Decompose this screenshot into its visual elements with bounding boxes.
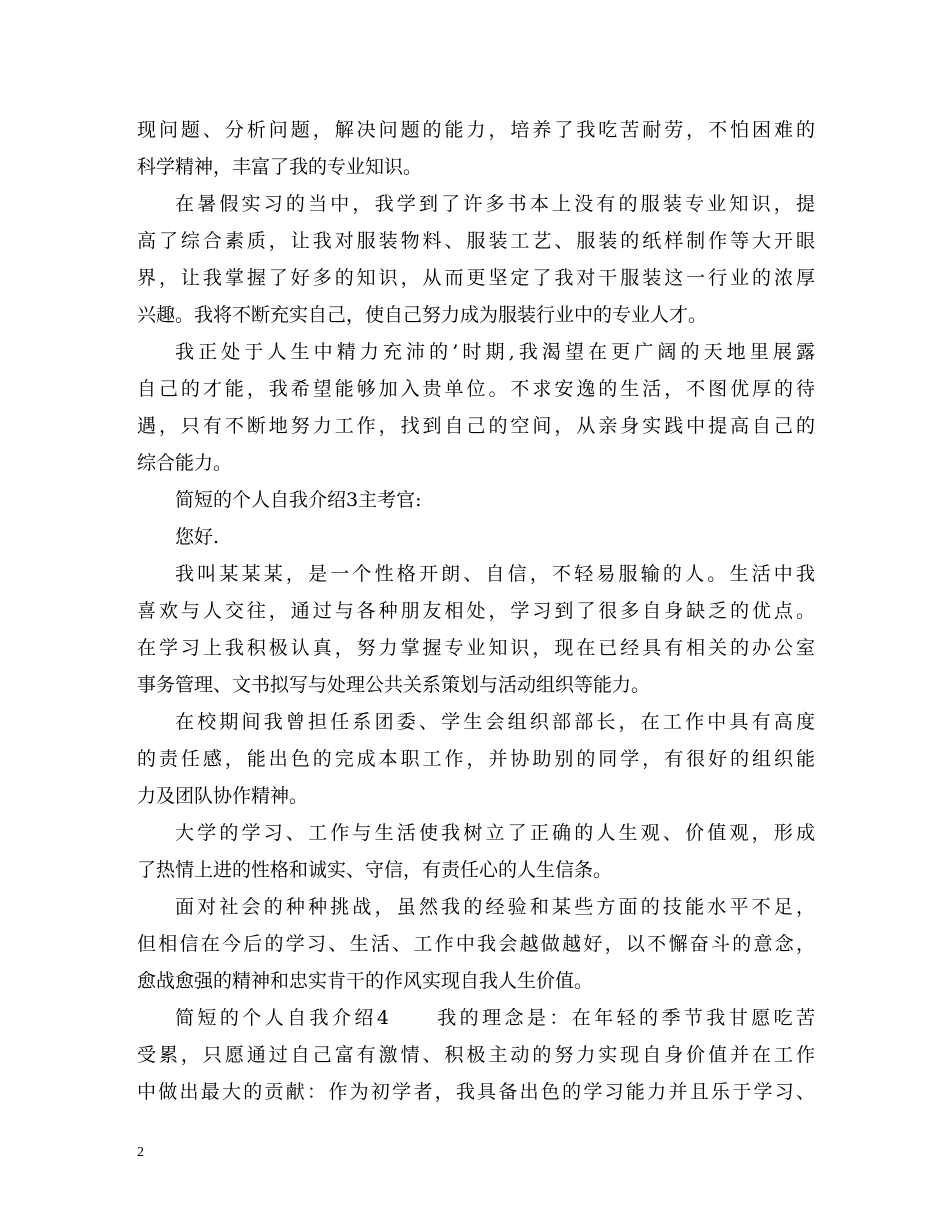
- text-line: 事务管理、文书拟写与处理公共关系策划与活动组织等能力。: [137, 674, 651, 696]
- text-line: 界，让我掌握了好多的知识，从而更坚定了我对干服装这一行业的浓厚: [137, 267, 815, 289]
- text-line: 现问题、分析问题，解决问题的能力，培养了我吃苦耐劳，不怕困难的: [137, 119, 815, 141]
- text-line: 中做出最大的贡献：作为初学者，我具备出色的学习能力并且乐于学习、: [137, 1081, 815, 1103]
- page-number: 2: [137, 1145, 144, 1160]
- text-line: 但相信在今后的学习、生活、工作中我会越做越好，以不懈奋斗的意念，: [137, 933, 815, 955]
- text-line: 愈战愈强的精神和忠实肯干的作风实现自我人生价值。: [137, 970, 594, 992]
- text-line: 大学的学习、工作与生活使我树立了正确的人生观、价值观，形成: [175, 822, 815, 844]
- text-line: 受累，只愿通过自己富有激情、积极主动的努力实现自身价值并在工作: [137, 1044, 815, 1066]
- text-line: 我叫某某某，是一个性格开朗、自信，不轻易服输的人。生活中我: [175, 563, 815, 585]
- text-line: 力及团队协作精神。: [137, 785, 309, 807]
- text-line: 高了综合素质，让我对服装物料、服装工艺、服装的纸样制作等大开眼: [137, 230, 815, 252]
- text-line: 我正处于人生中精力充沛的’时期,我渴望在更广阔的天地里展露: [175, 341, 815, 363]
- text-line: 兴趣。我将不断充实自己，使自己努力成为服装行业中的专业人才。: [137, 304, 708, 326]
- text-line: 在学习上我积极认真，努力掌握专业知识，现在已经具有相关的办公室: [137, 637, 815, 659]
- text-line: 喜欢与人交往，通过与各种朋友相处，学习到了很多自身缺乏的优点。: [137, 600, 815, 622]
- text-line: 了热情上进的性格和诚实、守信，有责任心的人生信条。: [137, 859, 613, 881]
- text-line: 遇，只有不断地努力工作，找到自己的空间，从亲身实践中提高自己的: [137, 415, 815, 437]
- text-line: 在暑假实习的当中，我学到了许多书本上没有的服装专业知识，提: [175, 193, 815, 215]
- body-text: [137, 112, 815, 1111]
- text-line: 面对社会的种种挑战，虽然我的经验和某些方面的技能水平不足，: [175, 896, 815, 918]
- section-heading: 简短的个人自我介绍4 我的理念是：在年轻的季节我甘愿吃苦: [175, 1007, 815, 1029]
- text-line: 自己的才能，我希望能够加入贵单位。不求安逸的生活，不图优厚的待: [137, 378, 815, 400]
- section-heading: 简短的个人自我介绍3主考官:: [175, 489, 422, 511]
- text-line: 科学精神，丰富了我的专业知识。: [137, 156, 423, 178]
- text-line: 综合能力。: [137, 452, 233, 474]
- text-line: 在校期间我曾担任系团委、学生会组织部部长，在工作中具有高度: [175, 711, 815, 733]
- text-line: 的责任感，能出色的完成本职工作，并协助别的同学，有很好的组织能: [137, 748, 815, 770]
- greeting-line: 您好.: [175, 526, 220, 548]
